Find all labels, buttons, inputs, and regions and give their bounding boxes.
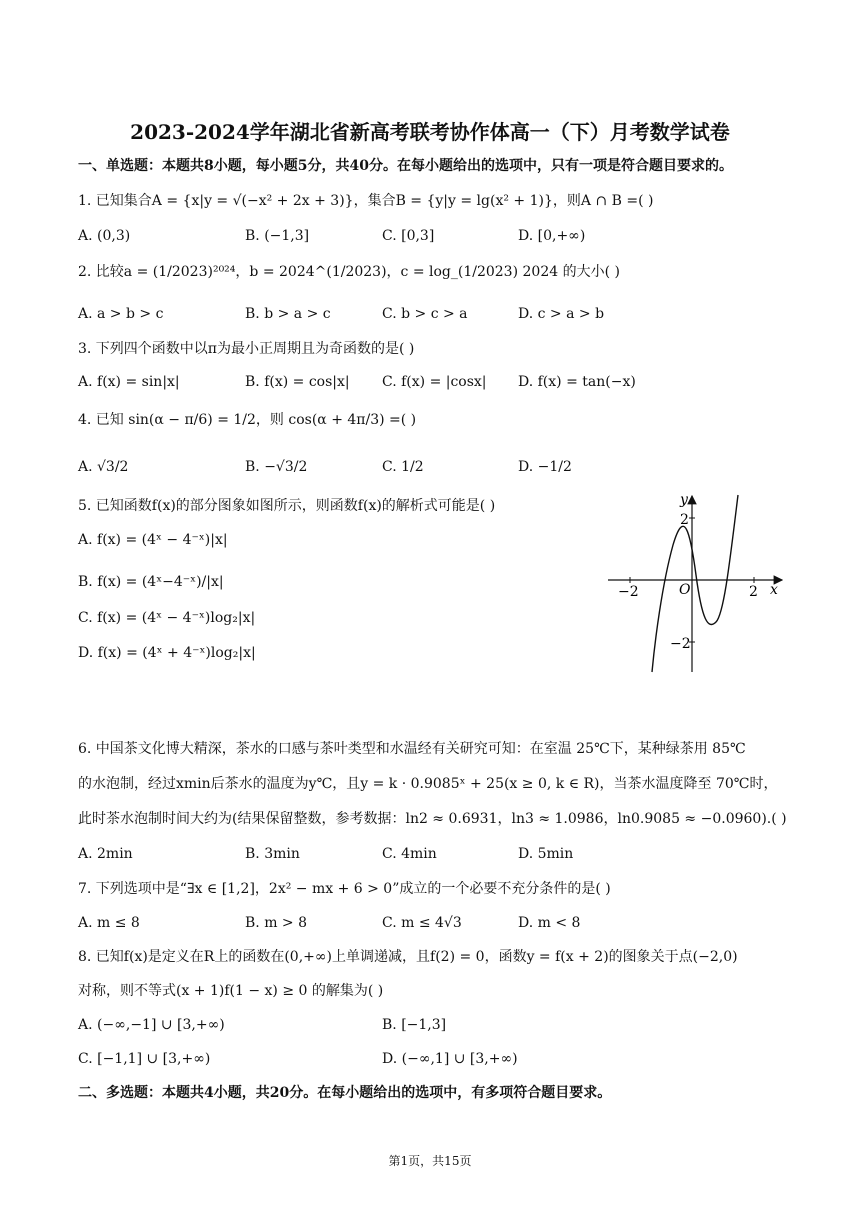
y-axis-label: y (680, 492, 688, 508)
q5-option-a: A. f(x) = (4ˣ − 4⁻ˣ)|x| (78, 532, 228, 548)
q3-option-c: C. f(x) = |cosx| (382, 374, 487, 390)
q4-option-c: C. 1/2 (382, 459, 424, 475)
q8-option-b: B. [−1,3] (382, 1017, 447, 1033)
q2-option-c: C. b > c > a (382, 306, 468, 322)
y-tick-2: 2 (680, 512, 689, 528)
q7-option-a: A. m ≤ 8 (78, 915, 140, 931)
q6-option-b: B. 3min (245, 846, 300, 862)
x-tick-neg2: −2 (618, 584, 639, 600)
q4-option-a: A. √3/2 (78, 459, 129, 475)
q3-option-b: B. f(x) = cos|x| (245, 374, 350, 390)
origin-label: O (679, 582, 691, 598)
q3-option-a: A. f(x) = sin|x| (78, 374, 180, 390)
page-footer: 第1页，共15页 (388, 1154, 472, 1168)
y-tick-neg2: −2 (670, 636, 691, 652)
question-2-stem: 2. 比较a = (1/2023)²⁰²⁴，b = 2024^(1/2023)，c = log_(1/2023) 2024 的大小( ) (78, 264, 620, 280)
question-1-stem: 1. 已知集合A = {x|y = √(−x² + 2x + 3)}，集合B = {y|y = lg(x² + 1)}，则A ∩ B =( ) (78, 193, 654, 209)
q1-option-d: D. [0,+∞) (518, 228, 586, 244)
section-1-heading: 一、单选题：本题共8小题，每小题5分，共40分。在每小题给出的选项中，只有一项是符合题目要求的。 (78, 158, 733, 174)
question-7-stem: 7. 下列选项中是“∃x ∈ [1,2]，2x² − mx + 6 > 0”成立的一个必要不充分条件的是( ) (78, 881, 611, 897)
q2-option-b: B. b > a > c (245, 306, 331, 322)
q6-option-c: C. 4min (382, 846, 437, 862)
x-axis-label: x (770, 582, 778, 598)
q5-option-d: D. f(x) = (4ˣ + 4⁻ˣ)log₂|x| (78, 645, 256, 661)
q7-option-c: C. m ≤ 4√3 (382, 915, 462, 931)
q1-option-a: A. (0,3) (78, 228, 131, 244)
q2-option-d: D. c > a > b (518, 306, 605, 322)
q8-option-a: A. (−∞,−1] ∪ [3,+∞) (78, 1017, 225, 1033)
question-6-stem-line1: 6. 中国茶文化博大精深，茶水的口感与茶叶类型和水温经有关研究可知：在室温 25℃下，某种绿茶用 85℃ (78, 741, 746, 757)
q5-option-c: C. f(x) = (4ˣ − 4⁻ˣ)log₂|x| (78, 610, 256, 626)
q6-option-a: A. 2min (78, 846, 133, 862)
question-6-stem-line3: 此时茶水泡制时间大约为(结果保留整数，参考数据：ln2 ≈ 0.6931，ln3 ≈ 1.0986，ln0.9085 ≈ −0.0960).( ) (78, 811, 787, 827)
page-title: 2023-2024学年湖北省新高考联考协作体高一（下）月考数学试卷 (130, 120, 730, 144)
question-6-stem-line2: 的水泡制，经过xmin后茶水的温度为y℃，且y = k · 0.9085ˣ + 25(x ≥ 0, k ∈ R)，当茶水温度降至 70℃时， (78, 776, 778, 792)
q3-option-d: D. f(x) = tan(−x) (518, 374, 636, 390)
question-8-stem-line2: 对称，则不等式(x + 1)f(1 − x) ≥ 0 的解集为( ) (78, 983, 384, 999)
question-5-stem: 5. 已知函数f(x)的部分图象如图所示，则函数f(x)的解析式可能是( ) (78, 498, 496, 514)
question-8-stem-line1: 8. 已知f(x)是定义在R上的函数在(0,+∞)上单调递减，且f(2) = 0，函数y = f(x + 2)的图象关于点(−2,0) (78, 949, 738, 965)
q8-option-d: D. (−∞,1] ∪ [3,+∞) (382, 1051, 518, 1067)
q1-option-b: B. (−1,3] (245, 228, 310, 244)
q5-option-b: B. f(x) = (4ˣ−4⁻ˣ)/|x| (78, 574, 224, 590)
function-curve (652, 495, 738, 672)
q8-option-c: C. [−1,1] ∪ [3,+∞) (78, 1051, 211, 1067)
q2-option-a: A. a > b > c (78, 306, 164, 322)
q6-option-d: D. 5min (518, 846, 574, 862)
q4-option-d: D. −1/2 (518, 459, 572, 475)
section-2-heading: 二、多选题：本题共4小题，共20分。在每小题给出的选项中，有多项符合题目要求。 (78, 1085, 612, 1101)
q1-option-c: C. [0,3] (382, 228, 435, 244)
q4-option-b: B. −√3/2 (245, 459, 308, 475)
x-tick-2: 2 (749, 584, 758, 600)
question-4-stem: 4. 已知 sin(α − π/6) = 1/2，则 cos(α + 4π/3) =( ) (78, 412, 417, 428)
function-graph (600, 490, 790, 680)
question-3-stem: 3. 下列四个函数中以π为最小正周期且为奇函数的是( ) (78, 341, 415, 357)
q7-option-b: B. m > 8 (245, 915, 308, 931)
q7-option-d: D. m < 8 (518, 915, 581, 931)
